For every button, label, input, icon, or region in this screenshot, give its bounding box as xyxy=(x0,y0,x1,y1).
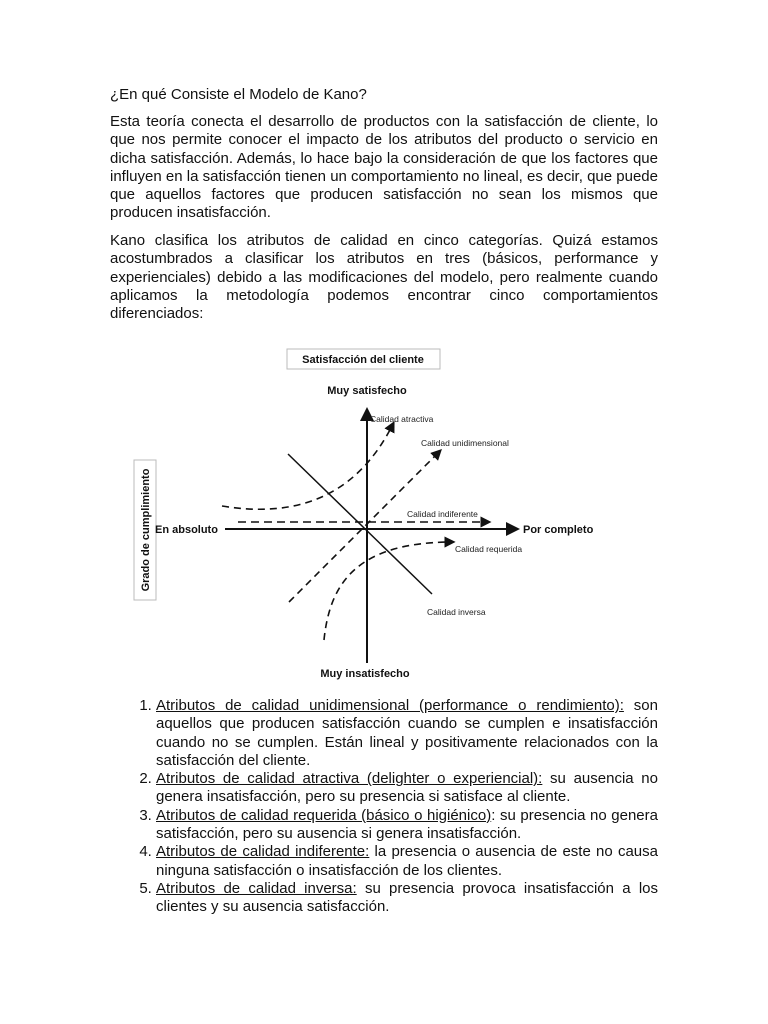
reverse-label: Calidad inversa xyxy=(427,607,486,617)
list-item-term: Atributos de calidad requerida (básico o higiénico) xyxy=(156,806,492,824)
list-item-text: la presencia o ausencia de este no causa ninguna satisfacción o insatisfacción de los clientes. xyxy=(156,843,658,879)
reverse-quality-line xyxy=(288,454,432,594)
list-item-text: son aquellos que producen satisfacción cuando se cumplen e insatisfacción cuando no se cumplen. Están lineal y positivamente relacionados con la satisfacción del cliente. xyxy=(156,697,658,769)
list-item-term: Atributos de calidad unidimensional (performance o rendimiento): xyxy=(156,697,624,714)
categories-paragraph: Kano clasifica los atributos de calidad en cinco categorías. Quizá estamos acostumbrados a clasificar los atributos en tres (básicos, performance y experienciales) debido a las modificaciones del modelo, pero realmente cuando aplicamos la metodología podemos encontrar cinco comportamientos diferenciados: xyxy=(110,232,658,323)
list-item xyxy=(156,770,658,807)
list-item-text: su ausencia no genera insatisfacción, pero su presencia si satisface al cliente. xyxy=(156,770,658,806)
list-item xyxy=(156,843,658,880)
diagram-title: Satisfacción del cliente xyxy=(302,354,424,366)
list-item-text: : su presencia no genera satisfacción, pero su ausencia si genera insatisfacción. xyxy=(156,806,658,843)
section-heading: ¿En qué Consiste el Modelo de Kano? xyxy=(110,86,367,103)
list-item xyxy=(156,880,658,917)
left-label: En absoluto xyxy=(155,524,218,536)
list-item-term: Atributos de calidad indiferente: xyxy=(156,843,370,861)
bottom-label: Muy insatisfecho xyxy=(320,668,410,680)
list-item-text: su presencia provoca insatisfacción a los clientes y su ausencia satisfacción. xyxy=(156,879,658,916)
top-label: Muy satisfecho xyxy=(327,385,407,397)
y-axis-label: Grado de cumplimiento xyxy=(140,468,152,592)
right-label: Por completo xyxy=(523,524,594,536)
intro-paragraph: Esta teoría conecta el desarrollo de productos con la satisfacción de cliente, lo que nos permite conocer el impacto de los atributos del producto o servicio en dicha satisfacción. Además, lo hace bajo la consideración de que los factores que influyen en la satisfacción tienen un comportamiento no lineal, es decir, que puede que aquellos factores que producen satisfacción no sean los mismos que producen insatisfacción. xyxy=(110,113,658,222)
list-item-term: Atributos de calidad atractiva (delighter o experiencial): xyxy=(156,770,543,788)
kano-diagram xyxy=(130,340,630,690)
must-be-curve xyxy=(324,542,450,640)
list-item xyxy=(156,807,658,844)
attribute-list xyxy=(110,697,658,917)
must-be-label: Calidad requerida xyxy=(455,544,523,554)
one-dimensional-label: Calidad unidimensional xyxy=(421,438,509,448)
kano-diagram-svg xyxy=(130,340,630,690)
attractive-label: Calidad atractiva xyxy=(370,414,434,424)
list-item-term: Atributos de calidad inversa: xyxy=(156,879,357,897)
list-item xyxy=(156,697,658,770)
indifferent-label: Calidad indiferente xyxy=(407,509,478,519)
